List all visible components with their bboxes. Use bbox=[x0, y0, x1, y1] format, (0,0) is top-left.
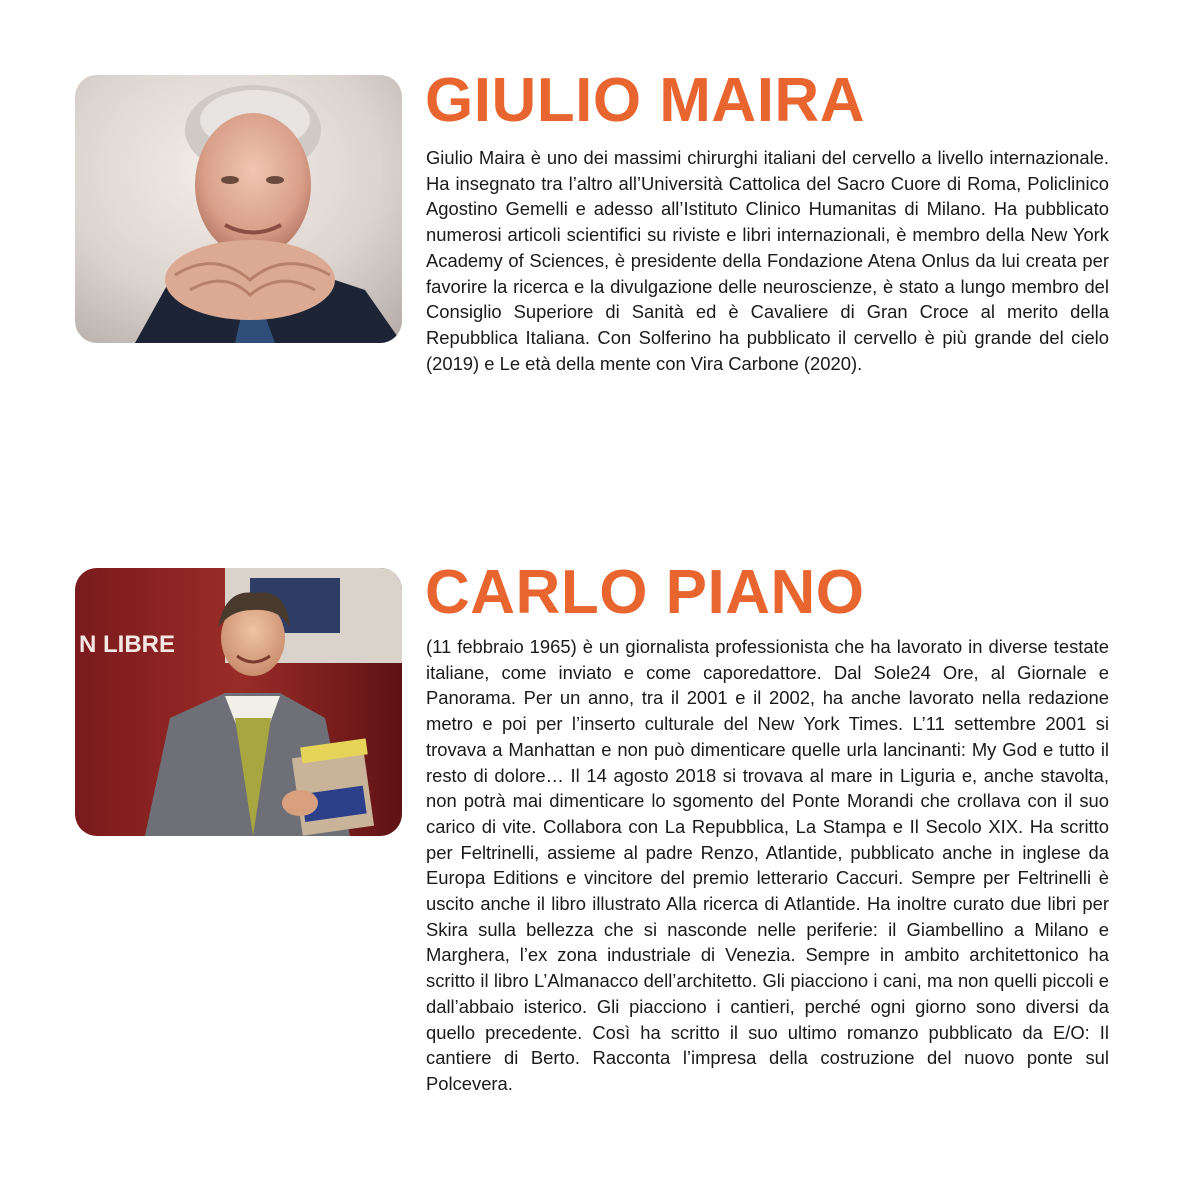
portrait-image bbox=[75, 568, 402, 836]
banner-text: N LIBRE bbox=[79, 631, 175, 658]
person-bio: (11 febbraio 1965) è un giornalista professionista che ha lavorato in diverse testate italiane, come inviato e come caporedattore. Dal Sole24 Ore, al Giornale e Panorama. Per un anno, tra il 2001 e il 2002, ha anche lavorato nella redazione metro e poi per l’inserto culturale del New York Times. L’11 settembre 2001 si trovava a Manhattan e non può dimenticare quelle urla lancinanti: My God e tutto il resto di dolore… Il 14 agosto 2018 si trovava al mare in Liguria e, anche stavolta, non potrà mai dimenticare lo sgomento del Ponte Morandi che crollava con il suo carico di vite. Collabora con La Repubblica, La Stampa e Il Secolo XIX. Ha scritto per Feltrinelli, assieme al padre Renzo, Atlantide, pubblicato anche in inglese da Europa Editions e vincitore del premio letterario Caccuri. Sempre per Feltrinelli è uscito anche il libro illustrato Alla ricerca di Atlantide. Ha inoltre curato due libri per Skira sulla bellezza che si nasconde nelle periferie: il Giambellino a Milano e Marghera, l’ex zona industriale di Venezia. Sempre in ambito architettonico ha scritto il libro L’Almanacco dell’architetto. Gli piacciono i cani, ma non quelli piccoli e dall’abbaio isterico. Gli piacciono i cantieri, perché ogni giorno sono diversi da quello precedente. Così ha scritto il suo ultimo romanzo pubblicato da E/O: Il cantiere di Berto. Racconta l’impresa della costruzione del nuovo ponte sul Polcevera. bbox=[426, 636, 1109, 1094]
person-bio: Giulio Maira è uno dei massimi chirurghi italiani del cervello a livello internazionale. Ha insegnato tra l’altro all’Università Cattolica del Sacro Cuore di Roma, Policlinico Agostino Gemelli e adesso all’Istituto Clinico Humanitas di Milano. Ha pubblicato numerosi articoli scientifici su riviste e libri internazionali, è membro della New York Academy of Sciences, è presidente della Fondazione Atena Onlus da lui creata per favorire la ricerca e la divulgazione delle neuroscienze, è stato a lungo membro del Consiglio Superiore di Sanità ed è Cavaliere di Gran Croce al merito della Repubblica Italiana. Con Solferino ha pubblicato il cervello è più grande del cielo (2019) e Le età della mente con Vira Carbone (2020). bbox=[426, 147, 1109, 374]
portrait-image bbox=[75, 75, 402, 343]
person-name: GIULIO MAIRA bbox=[425, 66, 865, 135]
person-name: CARLO PIANO bbox=[425, 558, 865, 627]
portrait-photo-carlo-piano bbox=[75, 568, 402, 836]
portrait-photo-giulio-maira bbox=[75, 75, 402, 343]
